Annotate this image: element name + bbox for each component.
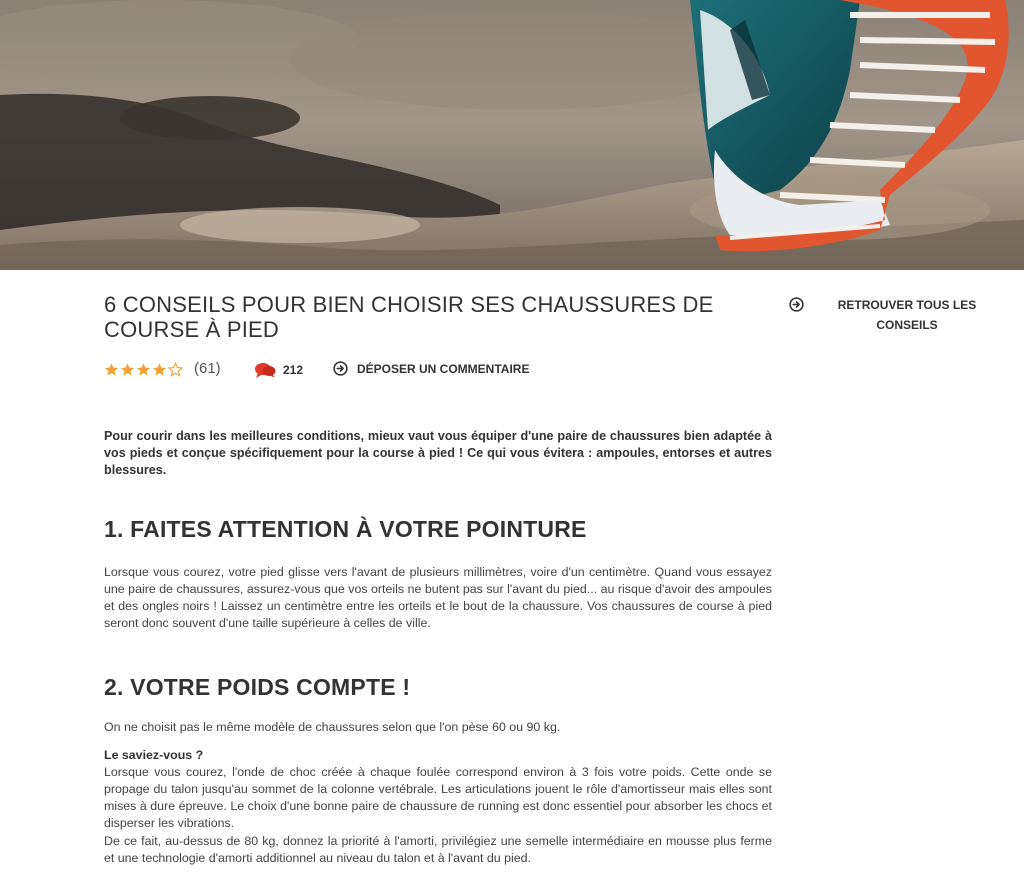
article-intro: Pour courir dans les meilleures conditions, mieux vaut vous équiper d'une paire de chaussures bien adaptée à vos pieds et conçue spécifiquement pour la course à pied ! Ce qui vous évitera : ampoules, entorses et autres blessures. [104, 429, 772, 477]
advice-text: De ce fait, au-dessus de 80 kg, donnez la priorité à l'amorti, privilégiez une semelle intermédiaire en mousse plus ferme et une technologie d'amorti additionnel au niveau du talon et à l'avant du pied. [104, 834, 772, 865]
arrow-circle-right-icon [333, 361, 348, 376]
comments-link[interactable] [255, 362, 303, 378]
article [104, 292, 772, 865]
section-heading: 2. VOTRE POIDS COMPTE ! [104, 674, 411, 700]
star-filled-icon[interactable] [104, 362, 119, 377]
running-shoe-photo [0, 0, 1024, 270]
all-tips-label[interactable]: RETROUVER TOUS LES CONSEILS [837, 298, 977, 332]
rating-stars[interactable] [104, 362, 183, 377]
star-filled-icon[interactable] [136, 362, 151, 377]
post-comment-button[interactable] [333, 361, 529, 376]
page-title: 6 CONSEILS POUR BIEN CHOISIR SES CHAUSSURES DE COURSE À PIED [104, 292, 714, 342]
did-you-know-body: Lorsque vous courez, l'onde de choc créée à chaque foulée correspond environ à 3 fois votre poids. Cette onde se propage du talon jusqu'au sommet de la colonne vertébrale. Les articulations jouent le rôle d'amortisseur mais elles sont mises à dure épreuve. Le choix d'une bonne paire de chaussure de running est donc essentiel pour absorber les chocs et disperser les vibrations. [104, 765, 772, 830]
speech-bubbles-icon [255, 362, 276, 378]
star-filled-icon[interactable] [120, 362, 135, 377]
star-empty-icon[interactable] [168, 362, 183, 377]
arrow-circle-right-icon [789, 297, 804, 312]
star-filled-icon[interactable] [152, 362, 167, 377]
comment-count[interactable]: 212 [283, 363, 304, 377]
rating-count: (61) [194, 360, 221, 377]
did-you-know-title: Le saviez-vous ? [104, 748, 204, 762]
section-body: Lorsque vous courez, votre pied glisse vers l'avant de plusieurs millimètres, voire d'un centimètre. Quand vous essayez une paire de chaussures, assurez-vous que vos orteils ne butent pas sur l'avant du pied... au risque d'avoir des ampoules et des ongles noirs ! Laissez un centimètre entre les orteils et le bout de la chaussure. Vos chaussures de course à pied seront donc souvent d'une taille supérieure à celles de ville. [104, 565, 772, 630]
section-heading: 1. FAITES ATTENTION À VOTRE POINTURE [104, 516, 587, 542]
article-meta [104, 360, 772, 380]
section-body: On ne choisit pas le même modèle de chaussures selon que l'on pèse 60 ou 90 kg. [104, 720, 561, 734]
hero-image [0, 0, 1024, 270]
post-comment-label[interactable]: DÉPOSER UN COMMENTAIRE [357, 361, 530, 376]
